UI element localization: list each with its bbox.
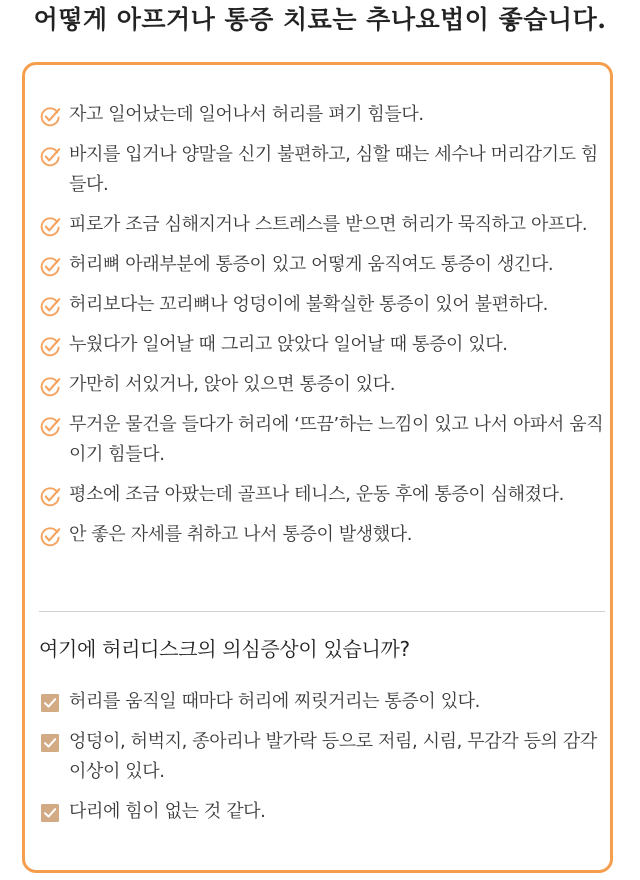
symptom-text: 평소에 조금 아팠는데 골프나 테니스, 운동 후에 통증이 심해졌다. bbox=[69, 484, 564, 505]
symptom-item bbox=[39, 290, 614, 320]
disc-symptom-item bbox=[39, 797, 599, 827]
symptom-text: 허리뼈 아래부분에 통증이 있고 어떻게 움직여도 통증이 생긴다. bbox=[69, 254, 554, 275]
symptom-item bbox=[39, 370, 614, 400]
circle-check-icon bbox=[39, 416, 61, 438]
disc-symptom-text: 엉덩이, 허벅지, 종아리나 발가락 등으로 저림, 시림, 무감각 등의 감각이상이 있다. bbox=[69, 731, 597, 782]
circle-check-icon bbox=[39, 526, 61, 548]
symptom-text: 허리보다는 꼬리뼈나 엉덩이에 불확실한 통증이 있어 불편하다. bbox=[69, 294, 548, 315]
circle-check-icon bbox=[39, 296, 61, 318]
symptom-item bbox=[39, 100, 614, 130]
disc-symptom-item bbox=[39, 727, 599, 787]
symptom-item bbox=[39, 250, 614, 280]
checkbox-checked-icon bbox=[41, 734, 59, 752]
disc-symptom-text: 다리에 힘이 없는 것 같다. bbox=[69, 801, 266, 822]
disc-symptom-list bbox=[39, 687, 599, 837]
page-headline: 어떻게 아프거나 통증 치료는 추나요법이 좋습니다. bbox=[33, 5, 607, 34]
symptom-text: 바지를 입거나 양말을 신기 불편하고, 심할 때는 세수나 머리감기도 힘들다. bbox=[69, 144, 598, 195]
disc-symptom-text: 허리를 움직일 때마다 허리에 찌릿거리는 통증이 있다. bbox=[69, 691, 480, 712]
symptom-text: 자고 일어났는데 일어나서 허리를 펴기 힘들다. bbox=[69, 104, 424, 125]
circle-check-icon bbox=[39, 336, 61, 358]
section-divider bbox=[39, 611, 605, 612]
symptom-item bbox=[39, 480, 614, 510]
symptom-item bbox=[39, 140, 614, 200]
circle-check-icon bbox=[39, 256, 61, 278]
symptom-item bbox=[39, 210, 614, 240]
circle-check-icon bbox=[39, 216, 61, 238]
circle-check-icon bbox=[39, 146, 61, 168]
symptom-text: 가만히 서있거나, 앉아 있으면 통증이 있다. bbox=[69, 374, 396, 395]
circle-check-icon bbox=[39, 106, 61, 128]
disc-symptom-item bbox=[39, 687, 599, 717]
symptom-item bbox=[39, 410, 614, 470]
symptom-text: 피로가 조금 심해지거나 스트레스를 받으면 허리가 묵직하고 아프다. bbox=[69, 214, 588, 235]
symptom-list bbox=[39, 100, 614, 560]
symptom-text: 무거운 물건을 들다가 허리에 ‘뜨끔’하는 느낌이 있고 나서 아파서 움직이기 힘들다. bbox=[69, 414, 604, 465]
symptom-text: 안 좋은 자세를 취하고 나서 통증이 발생했다. bbox=[69, 524, 413, 545]
disc-question-heading: 여기에 허리디스크의 의심증상이 있습니까? bbox=[39, 637, 410, 661]
checkbox-checked-icon bbox=[41, 804, 59, 822]
symptom-text: 누웠다가 일어날 때 그리고 앉았다 일어날 때 통증이 있다. bbox=[69, 334, 508, 355]
symptom-item bbox=[39, 330, 614, 360]
circle-check-icon bbox=[39, 376, 61, 398]
symptom-checklist-card bbox=[22, 62, 613, 873]
circle-check-icon bbox=[39, 486, 61, 508]
checkbox-checked-icon bbox=[41, 694, 59, 712]
symptom-item bbox=[39, 520, 614, 550]
